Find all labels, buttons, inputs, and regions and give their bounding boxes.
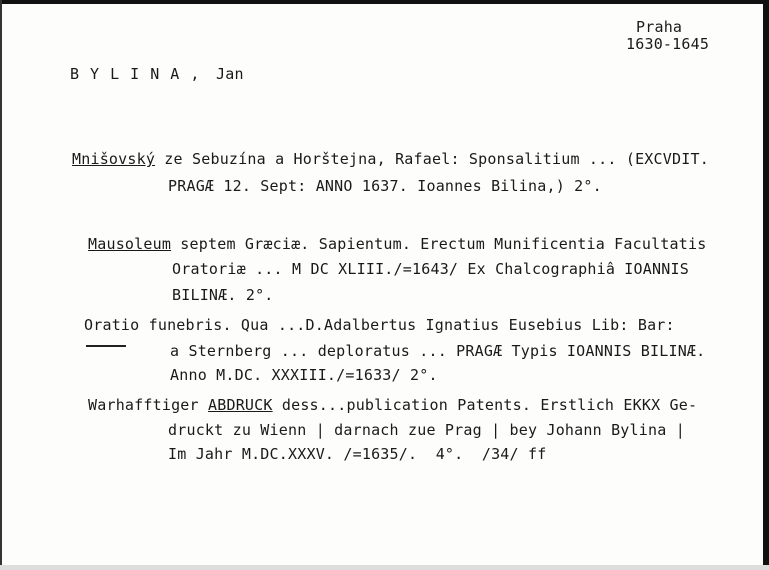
- entry-1-line-2: PRAGÆ 12. Sept: ANNO 1637. Ioannes Bilina,) 2°.: [168, 177, 602, 195]
- entry-4-line-3: Im Jahr M.DC.XXXV. /=1635/. 4°. /34/ ff: [168, 445, 547, 463]
- entry-4-line-1: [88, 396, 697, 414]
- entry-1-line-1: [72, 150, 709, 168]
- card-bottom-edge: [0, 565, 769, 570]
- entry-4-line-1-text: dess...publication Patents. Erstlich EKKX Ge-: [272, 396, 698, 414]
- location-years: 1630-1645: [626, 35, 710, 53]
- entry-4-pre: Warhafftiger: [88, 396, 208, 414]
- entry-1-line-1-text: ze Sebuzína a Horštejna, Rafael: Sponsalitium ... (EXCVDIT.: [155, 150, 709, 168]
- entry-4-lead: ABDRUCK: [208, 396, 273, 414]
- entry-2-line-2: Oratoriæ ... M DC XLIII./=1643/ Ex Chalcographiâ IOANNIS: [172, 260, 689, 278]
- entry-1-lead: Mnišovský: [72, 150, 156, 168]
- entry-4-line-2: druckt zu Wienn | darnach zue Prag | bey Johann Bylina |: [168, 421, 685, 439]
- entry-2-line-3: BILINÆ. 2°.: [172, 286, 274, 304]
- entry-3-line-1: Oratio funebris. Qua ...D.Adalbertus Ignatius Eusebius Lib: Bar:: [84, 316, 675, 334]
- card-left-edge: [0, 0, 2, 570]
- card-right-edge: [763, 0, 769, 570]
- heading-surname: B Y L I N A ,: [70, 65, 201, 83]
- entry-2-line-1-text: septem Græciæ. Sapientum. Erectum Munificentia Facultatis: [171, 235, 707, 253]
- entry-3-line-2: a Sternberg ... deploratus ... PRAGÆ Typis IOANNIS BILINÆ.: [170, 342, 706, 360]
- location-place: Praha: [636, 18, 683, 36]
- card-top-edge: [0, 0, 769, 4]
- entry-2-lead: Mausoleum: [88, 235, 172, 253]
- entry-3-line-3: Anno M.DC. XXXIII./=1633/ 2°.: [170, 366, 438, 384]
- entry-2-line-1: [88, 235, 706, 253]
- heading-given: Jan: [216, 65, 244, 83]
- entry-3-dashed-underline: [86, 345, 126, 347]
